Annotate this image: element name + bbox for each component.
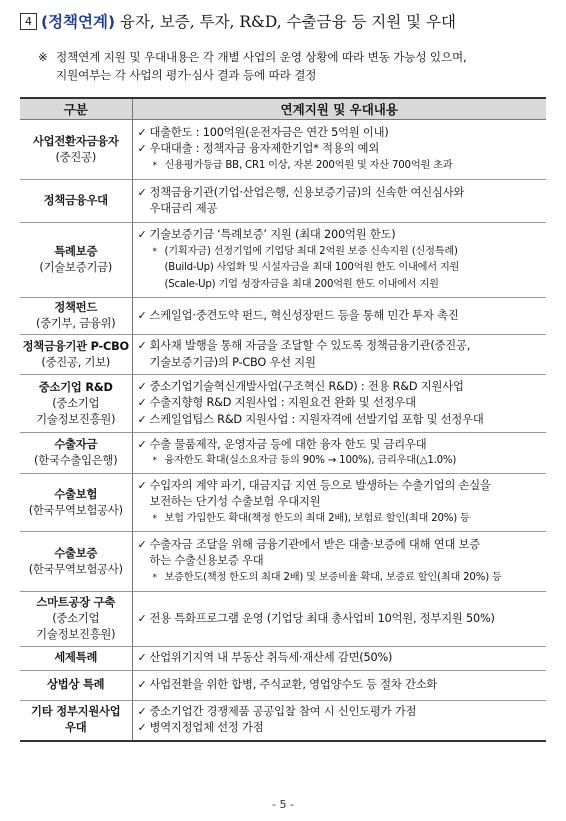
content-text: 정책금융기관(기업·산업은행, 신용보증기금)의 신속한 여신심사와	[149, 185, 465, 199]
footnote-text: 신용평가등급 BB, CR1 이상, 자본 200억원 및 자산 700억원 초과	[164, 159, 453, 171]
table-row	[20, 298, 546, 335]
content-item	[137, 395, 543, 412]
row-content	[132, 647, 546, 671]
content-text: 수입자의 계약 파기, 대금지급 지연 등으로 발생하는 수출기업의 손실을	[149, 478, 491, 492]
section-tag: (정책연계)	[41, 13, 116, 31]
table-row	[20, 375, 546, 433]
checkmark-icon: ✓	[137, 228, 147, 241]
category-name: 스마트공장 구축	[36, 596, 116, 609]
category-name: 정책금융우대	[43, 194, 108, 207]
content-item	[137, 125, 543, 142]
row-content	[132, 700, 546, 741]
table-row	[20, 592, 546, 647]
footnote-text: 보험 가입한도 확대(책정 한도의 최대 2배), 보험료 할인(최대 20%) 등	[164, 512, 470, 524]
table-row	[20, 532, 546, 592]
checkmark-icon: ✓	[137, 651, 147, 664]
header-content: 연계지원 및 우대내용	[132, 98, 546, 120]
notice	[38, 48, 558, 84]
header-category: 구분	[20, 98, 132, 120]
content-item	[137, 478, 543, 495]
checkmark-icon: ✓	[137, 611, 147, 625]
row-category	[20, 375, 132, 433]
category-agency: (중소기업	[52, 612, 100, 625]
category-agency: (한국무역보험공사)	[28, 562, 123, 576]
table-row	[20, 120, 546, 180]
checkmark-icon: ✓	[137, 308, 147, 322]
content-text: 병역지정업체 선정 가점	[149, 721, 264, 734]
content-text: 스케일업팁스 R&D 지원사업 : 지원자격에 선발기업 포함 및 선정우대	[149, 412, 484, 426]
table-row	[20, 180, 546, 223]
checkmark-icon: ✓	[137, 412, 147, 426]
content-text: 대출한도 : 100억원(운전자금은 연간 5억원 이내)	[149, 125, 389, 139]
row-category	[20, 298, 132, 335]
content-text: 산업위기지역 내 부동산 취득세·재산세 감면(50%)	[149, 651, 393, 664]
row-category	[20, 592, 132, 647]
category-agency: (한국무역보험공사)	[28, 503, 123, 517]
category-agency: (중진공)	[55, 150, 97, 164]
content-footnote	[137, 244, 543, 261]
content-item	[137, 437, 543, 454]
notice-line-1: 정책연계 지원 및 우대내용은 각 개별 사업의 운영 상황에 따라 변동 가능성 있으며,	[56, 50, 467, 64]
content-item	[137, 412, 543, 429]
row-content	[132, 433, 546, 474]
content-continuation: 기술보증기금)의 P-CBO 우선 지원	[149, 355, 316, 369]
footnote-continuation: (Scale-Up) 기업 성장자금을 최대 200억원 한도 이내에서 지원	[164, 278, 439, 290]
category-agency: (중소기업	[52, 396, 100, 410]
row-content	[132, 375, 546, 433]
row-category	[20, 647, 132, 671]
content-text: 기술보증기금 ‘특례보증’ 지원 (최대 200억원 한도)	[149, 228, 396, 241]
table-header-row	[20, 98, 546, 120]
table-row	[20, 647, 546, 671]
content-item	[137, 338, 543, 355]
checkmark-icon: ✓	[137, 721, 147, 734]
notice-line-2: 지원여부는 각 사업의 평가·심사 결과 등에 따라 결정	[56, 68, 317, 82]
category-name: 사업전환자금융자	[32, 134, 119, 148]
checkmark-icon: ✓	[137, 396, 147, 410]
content-continuation: 우대금리 제공	[149, 202, 218, 215]
asterisk-icon: *	[152, 246, 157, 257]
row-content	[132, 335, 546, 375]
content-item	[137, 650, 543, 667]
content-continuation: 하는 수출신용보증 우대	[149, 554, 264, 568]
page-number: - 5 -	[272, 798, 294, 811]
row-content	[132, 592, 546, 647]
content-item	[137, 308, 543, 325]
category-name: 특례보증	[54, 245, 98, 258]
row-content	[132, 223, 546, 298]
content-text: 수출자금 조달을 위해 금융기관에서 받은 대출·보증에 대해 연대 보증	[149, 537, 480, 551]
checkmark-icon: ✓	[137, 478, 147, 492]
asterisk-icon: *	[152, 160, 157, 171]
category-name: 상법상 특례	[47, 678, 105, 691]
row-category	[20, 670, 132, 700]
category-agency: 기술정보진흥원)	[36, 628, 116, 641]
table-row	[20, 335, 546, 375]
category-agency: (기술보증기금)	[39, 261, 113, 274]
section-number: 4	[20, 13, 37, 30]
row-category	[20, 120, 132, 180]
table-row	[20, 433, 546, 474]
checkmark-icon: ✓	[137, 437, 147, 451]
content-item	[137, 611, 543, 628]
checkmark-icon: ✓	[137, 339, 147, 352]
content-item	[137, 537, 543, 554]
row-category	[20, 532, 132, 592]
footnote-continuation: (Build-Up) 사업화 및 시설자금을 최대 100억원 한도 이내에서 지원	[164, 262, 460, 273]
row-content	[132, 532, 546, 592]
content-text: 우대대출 : 정책자금 융자제한기업* 적용의 예외	[149, 142, 380, 156]
asterisk-icon: *	[152, 456, 157, 466]
category-name: 세제특례	[54, 651, 98, 665]
table-row	[20, 474, 546, 532]
category-agency: 기술정보진흥원)	[36, 412, 116, 426]
checkmark-icon: ✓	[137, 537, 147, 551]
content-item	[137, 379, 543, 396]
checkmark-icon: ✓	[137, 125, 147, 139]
row-category	[20, 223, 132, 298]
content-item	[137, 185, 543, 202]
content-text: 수출지향형 R&D 지원사업 : 지원요건 완화 및 선정우대	[149, 396, 416, 410]
reference-mark: ※	[38, 50, 48, 64]
table-row	[20, 223, 546, 298]
content-footnote	[137, 570, 543, 587]
category-name: 중소기업 R&D	[38, 380, 113, 394]
content-item	[137, 677, 543, 694]
category-name: 수출자금	[54, 438, 98, 451]
category-agency: (중기부, 금융위)	[36, 317, 116, 330]
asterisk-icon: *	[152, 572, 157, 583]
content-text: 중소기업기술혁신개발사업(구조혁신 R&D) : 전용 R&D 지원사업	[149, 379, 464, 393]
content-text: 사업전환을 위한 합병, 주식교환, 영업양수도 등 절차 간소화	[149, 677, 438, 691]
content-item	[137, 704, 543, 721]
category-name: 기타 정부지원사업	[31, 705, 121, 718]
category-name: 정책펀드	[54, 301, 98, 314]
row-content	[132, 474, 546, 532]
row-content	[132, 298, 546, 335]
checkmark-icon: ✓	[137, 142, 147, 156]
content-item	[137, 720, 543, 737]
row-category	[20, 335, 132, 375]
row-category	[20, 180, 132, 223]
footnote-text: 융자한도 확대(실소요자금 등의 90% → 100%), 금리우대(△1.0%)	[164, 455, 457, 466]
category-agency: (중진공, 기보)	[41, 355, 111, 369]
content-footnote	[137, 511, 543, 528]
footnote-text: 보증한도(책정 한도의 최대 2배) 및 보증비율 확대, 보증료 할인(최대 20%) 등	[164, 571, 502, 583]
row-category	[20, 700, 132, 741]
checkmark-icon: ✓	[137, 379, 147, 393]
checkmark-icon: ✓	[137, 677, 147, 691]
category-name: 수출보험	[54, 487, 98, 501]
table-body	[20, 120, 546, 741]
content-item	[137, 141, 543, 158]
footnote-text: (기획자금) 선정기업에 기업당 최대 2억원 보증 신속지원 (신정특례)	[164, 245, 458, 257]
category-name-line2: 우대	[65, 721, 87, 734]
content-text: 수출 물품제작, 운영자금 등에 대한 융자 한도 및 금리우대	[149, 437, 427, 451]
checkmark-icon: ✓	[137, 185, 147, 199]
row-content	[132, 180, 546, 223]
section-title: 융자, 보증, 투자, R&D, 수출금융 등 지원 및 우대	[115, 13, 457, 31]
content-text: 중소기업간 경쟁제품 공공입찰 참여 시 신인도평가 가점	[149, 704, 417, 718]
asterisk-icon: *	[152, 513, 157, 524]
content-text: 회사채 발행을 통해 자금을 조달할 수 있도록 정책금융기관(중진공,	[149, 339, 471, 352]
support-table	[20, 97, 546, 742]
row-category	[20, 474, 132, 532]
table-row	[20, 670, 546, 700]
checkmark-icon: ✓	[137, 704, 147, 718]
row-category	[20, 433, 132, 474]
section-heading	[20, 12, 560, 32]
content-text: 전용 특화프로그램 운영 (기업당 최대 총사업비 10억원, 정부지원 50%)	[149, 611, 495, 625]
content-text: 스케일업·중견도약 펀드, 혁신성장펀드 등을 통해 민간 투자 촉진	[149, 308, 459, 322]
category-agency: (한국수출입은행)	[34, 454, 118, 467]
content-footnote	[137, 453, 543, 470]
table-row	[20, 700, 546, 741]
category-name: 정책금융기관 P-CBO	[22, 339, 129, 353]
category-name: 수출보증	[54, 546, 98, 560]
row-content	[132, 670, 546, 700]
content-continuation: 보전하는 단기성 수출보험 우대지원	[149, 495, 321, 509]
content-footnote	[137, 158, 543, 175]
content-item	[137, 227, 543, 244]
row-content	[132, 120, 546, 180]
